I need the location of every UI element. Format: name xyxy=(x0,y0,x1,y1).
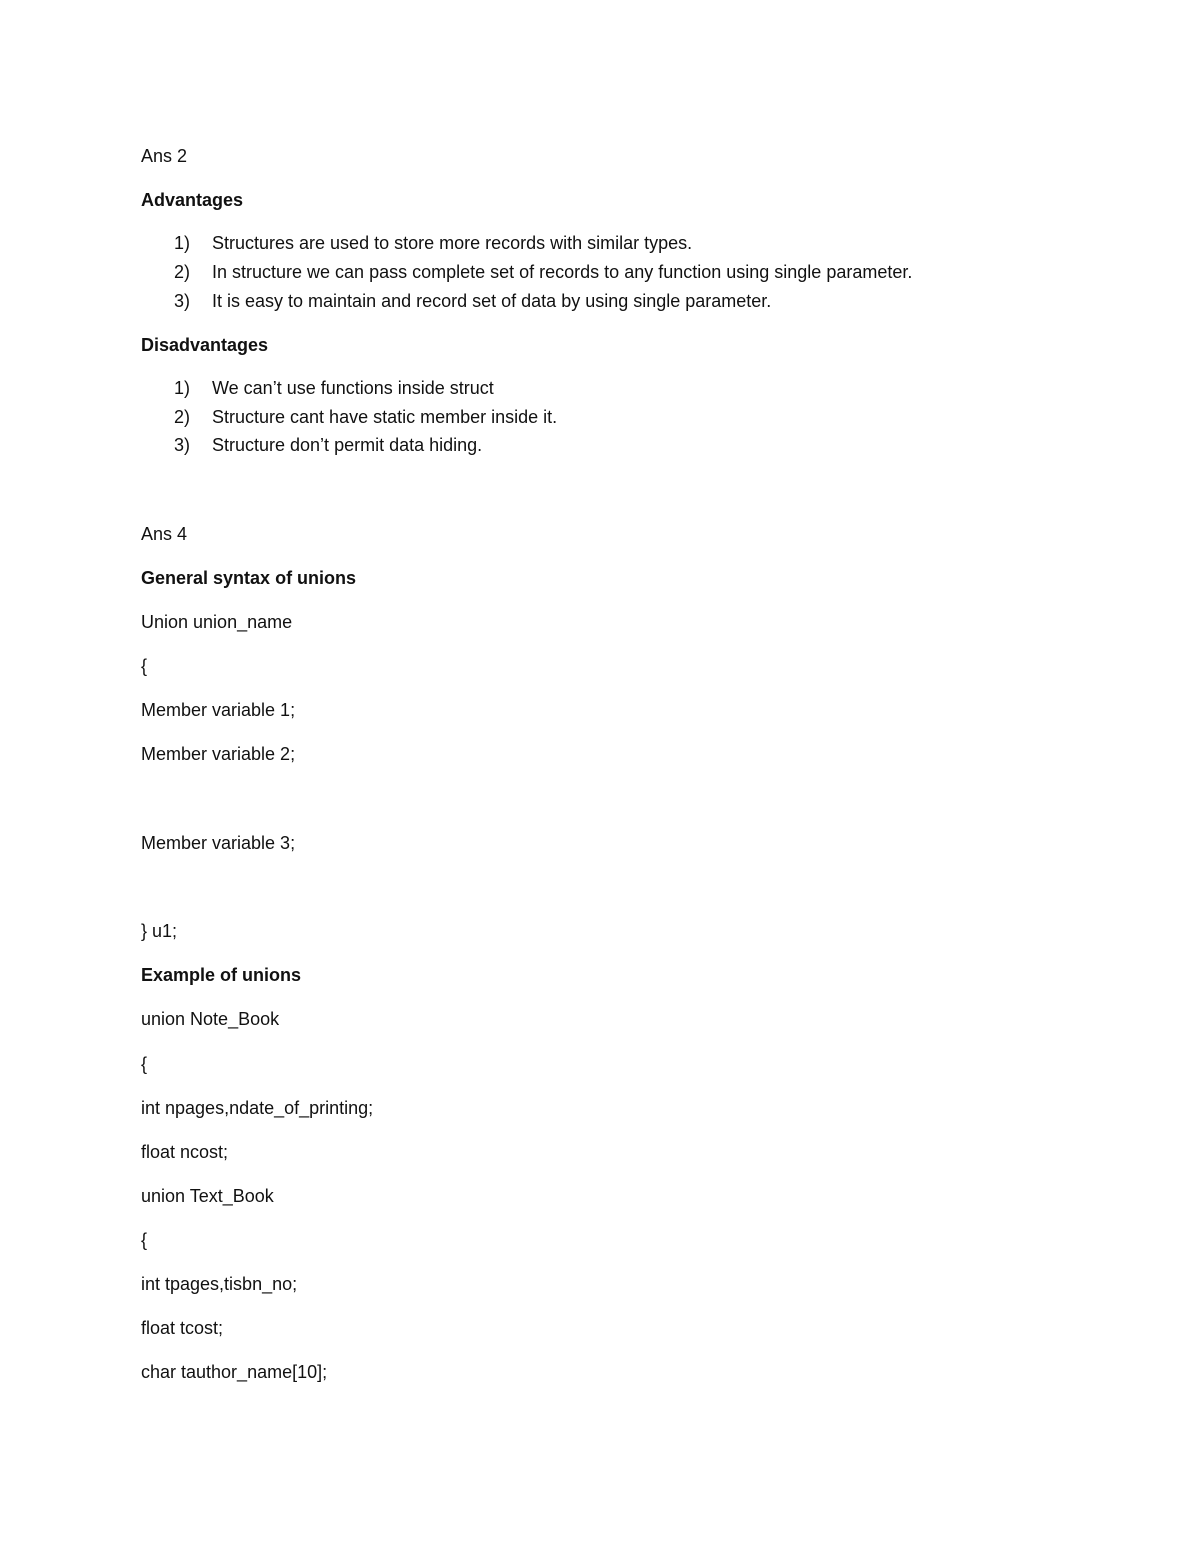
code-line: float tcost; xyxy=(141,1318,224,1338)
ans4-heading: Ans 4 xyxy=(141,524,188,544)
advantages-title: Advantages xyxy=(141,190,244,210)
list-item xyxy=(0,261,1200,283)
list-item xyxy=(0,406,1200,428)
disadvantages-title: Disadvantages xyxy=(141,335,269,355)
ans2-heading: Ans 2 xyxy=(141,146,188,166)
list-number: 3) xyxy=(174,291,191,311)
syntax-line: Union union_name xyxy=(141,612,293,632)
list-item xyxy=(0,232,1200,254)
list-item xyxy=(0,377,1200,399)
list-number: 3) xyxy=(174,435,191,455)
code-line: { xyxy=(141,1054,148,1074)
syntax-line: } u1; xyxy=(141,921,178,941)
code-line: union Note_Book xyxy=(141,1009,280,1029)
code-line: int npages,ndate_of_printing; xyxy=(141,1098,374,1118)
list-text: We can’t use functions inside struct xyxy=(212,378,494,398)
code-line: { xyxy=(141,1230,148,1250)
code-line: char tauthor_name[10]; xyxy=(141,1362,328,1382)
list-number: 2) xyxy=(174,407,191,427)
list-number: 1) xyxy=(174,233,191,253)
code-line: int tpages,tisbn_no; xyxy=(141,1274,298,1294)
list-text: It is easy to maintain and record set of data by using single parameter. xyxy=(212,291,772,311)
syntax-line: Member variable 2; xyxy=(141,744,296,764)
code-line: union Text_Book xyxy=(141,1186,274,1206)
syntax-title: General syntax of unions xyxy=(141,568,357,588)
syntax-line: { xyxy=(141,656,148,676)
list-number: 1) xyxy=(174,378,191,398)
syntax-line: Member variable 1; xyxy=(141,700,296,720)
example-title: Example of unions xyxy=(141,965,302,985)
syntax-line: Member variable 3; xyxy=(141,833,296,853)
list-item xyxy=(0,434,1200,456)
code-line: float ncost; xyxy=(141,1142,229,1162)
list-text: Structure cant have static member inside it. xyxy=(212,407,558,427)
list-text: Structures are used to store more records with similar types. xyxy=(212,233,693,253)
list-item xyxy=(0,290,1200,312)
list-number: 2) xyxy=(174,262,191,282)
list-text: Structure don’t permit data hiding. xyxy=(212,435,483,455)
list-text: In structure we can pass complete set of records to any function using single parameter. xyxy=(212,262,913,282)
